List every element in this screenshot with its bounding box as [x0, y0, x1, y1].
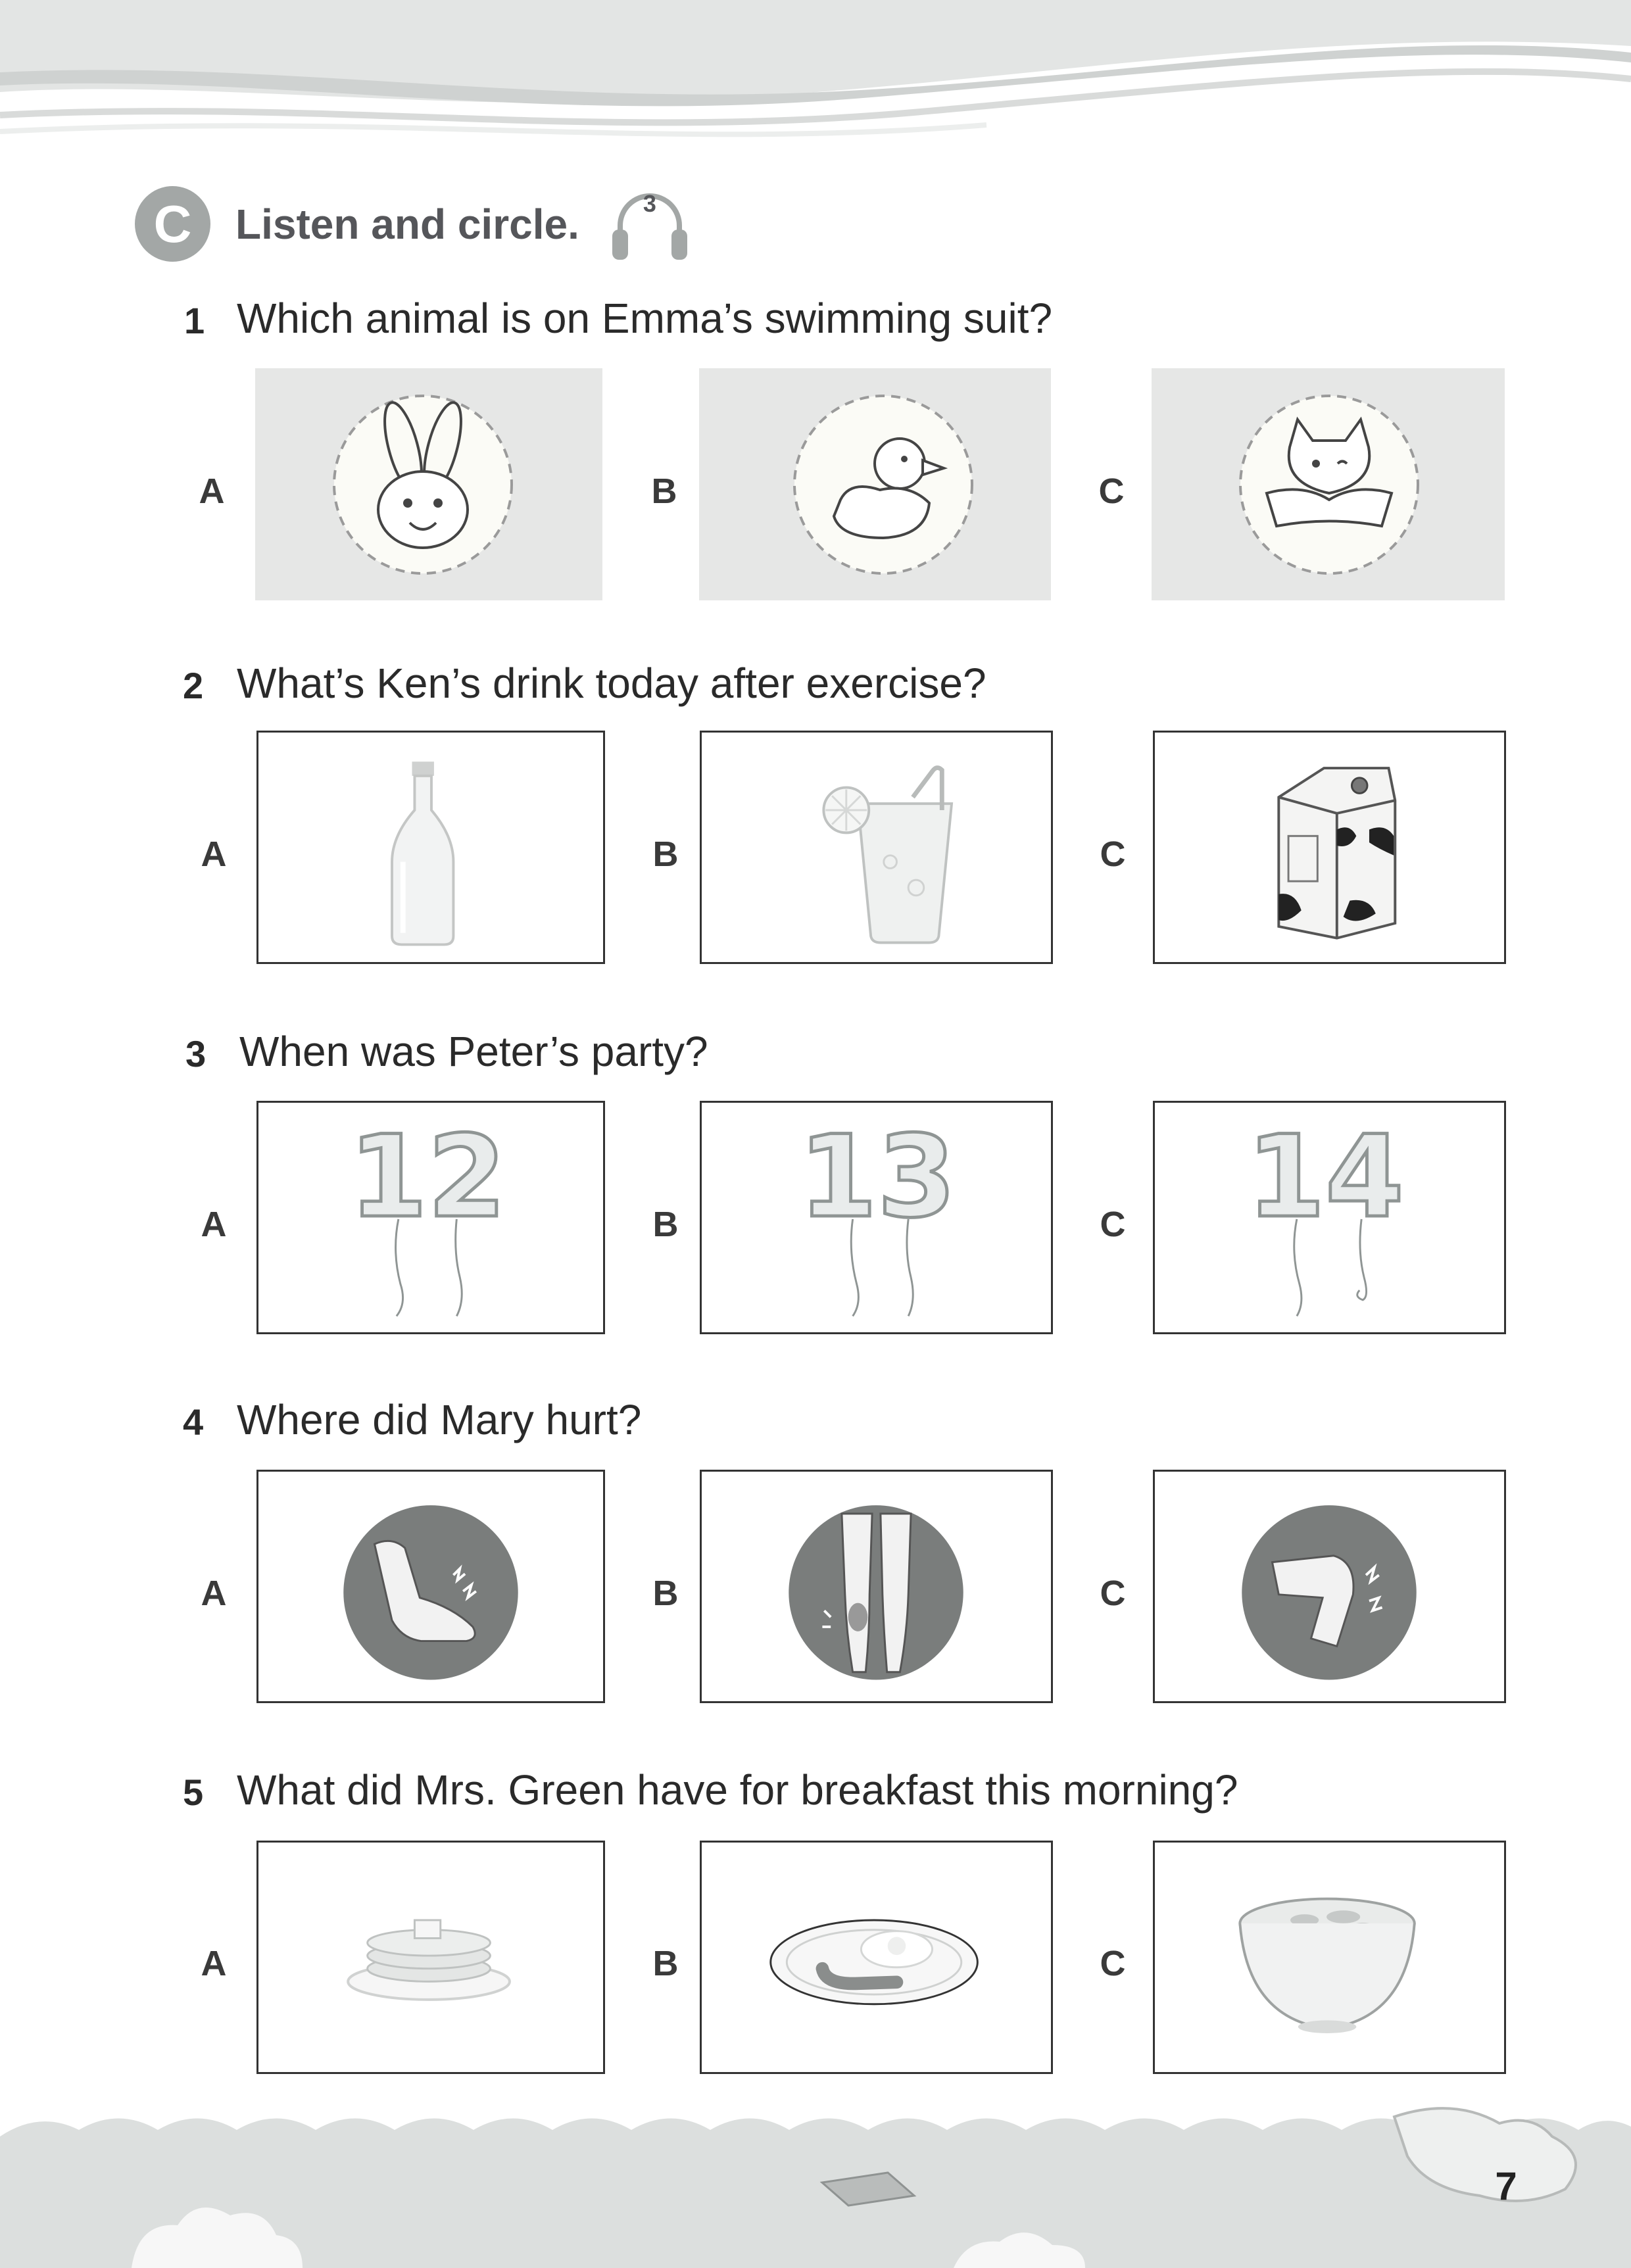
option-box[interactable] [1153, 1470, 1506, 1703]
option-box[interactable] [256, 1101, 605, 1334]
option-letter: C [1100, 1944, 1126, 1983]
option-letter: A [201, 1944, 227, 1983]
track-number: 3 [643, 189, 656, 217]
option-letter: B [652, 1205, 679, 1244]
question-number: 5 [183, 1772, 204, 1813]
option-box[interactable] [700, 1841, 1053, 2074]
option-letter: B [652, 1574, 679, 1613]
page-number: 7 [1495, 2164, 1517, 2208]
option-letter: C [1098, 471, 1125, 511]
rabbit-icon [255, 368, 602, 600]
question-number: 1 [184, 300, 205, 341]
option-box[interactable] [700, 731, 1053, 964]
option-box[interactable] [256, 1841, 605, 2074]
question-text: What did Mrs. Green have for breakfast this morning? [237, 1766, 1238, 1814]
egg-sausage-plate-icon [702, 1843, 1051, 2072]
section-title: Listen and circle. [235, 200, 579, 248]
option-box[interactable] [255, 368, 602, 600]
option-box[interactable] [256, 1470, 605, 1703]
question-number: 4 [183, 1401, 204, 1443]
milk-carton-icon [1155, 733, 1504, 962]
cereal-bowl-icon [1155, 1843, 1504, 2072]
hurt-knee-icon [1155, 1472, 1504, 1701]
option-letter: C [1100, 1205, 1126, 1244]
bottom-cloud-decoration [0, 2097, 1631, 2268]
option-letter: B [651, 471, 677, 511]
balloon-12-icon [258, 1103, 603, 1332]
cat-icon [1152, 368, 1505, 600]
option-letter: C [1100, 1574, 1126, 1613]
top-wave-decoration [0, 0, 1631, 158]
option-box[interactable] [256, 731, 605, 964]
question-text: Where did Mary hurt? [237, 1396, 642, 1443]
option-box[interactable] [1153, 731, 1506, 964]
section-header [135, 186, 693, 262]
hurt-foot-icon [258, 1472, 603, 1701]
option-letter: C [1100, 834, 1126, 874]
option-box[interactable] [700, 1470, 1053, 1703]
question-text: When was Peter’s party? [239, 1028, 708, 1075]
question-text: What’s Ken’s drink today after exercise? [237, 660, 986, 707]
question-text: Which animal is on Emma’s swimming suit? [237, 295, 1053, 342]
section-badge: C [135, 186, 210, 262]
option-box[interactable] [699, 368, 1051, 600]
milk-bottle-icon [258, 733, 603, 962]
option-letter: B [652, 834, 679, 874]
option-letter: A [199, 471, 225, 511]
balloon-number: 12 [349, 1111, 506, 1243]
option-letter: B [652, 1944, 679, 1983]
option-box[interactable] [1153, 1101, 1506, 1334]
headphones-icon[interactable] [607, 185, 693, 264]
option-box[interactable] [700, 1101, 1053, 1334]
question-number: 2 [183, 665, 204, 706]
duck-icon [699, 368, 1051, 600]
option-letter: A [201, 1205, 227, 1244]
balloon-number: 14 [1246, 1111, 1404, 1243]
lemonade-glass-icon [702, 733, 1051, 962]
pancakes-icon [258, 1843, 603, 2072]
balloon-13-icon [702, 1103, 1051, 1332]
question-number: 3 [185, 1033, 207, 1074]
option-box[interactable] [1153, 1841, 1506, 2074]
option-letter: A [201, 834, 227, 874]
balloon-14-icon [1155, 1103, 1504, 1332]
balloon-number: 13 [798, 1111, 956, 1243]
hurt-legs-icon [702, 1472, 1051, 1701]
option-letter: A [201, 1574, 227, 1613]
option-box[interactable] [1152, 368, 1505, 600]
